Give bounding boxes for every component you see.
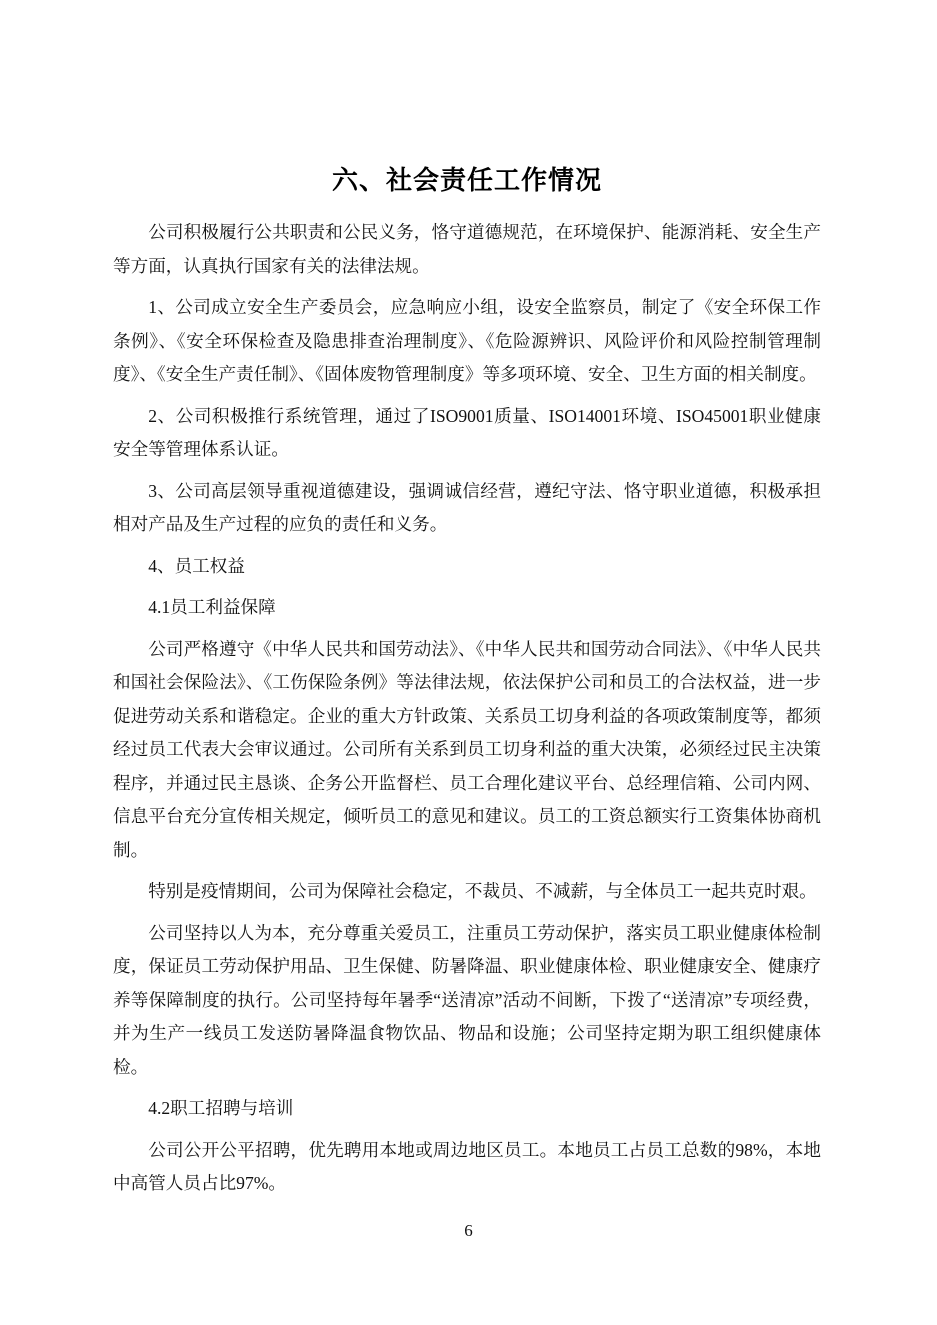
page-title: 六、社会责任工作情况 [331, 165, 602, 195]
paragraph-item-2: 2、公司积极推行系统管理，通过了ISO9001质量、ISO14001环境、ISO45001职业健康安全等管理体系认证。 [113, 405, 821, 459]
paragraph-labor-law: 公司严格遵守《中华人民共和国劳动法》、《中华人民共和国劳动合同法》、《中华人民共和国社会保险法》、《工伤保险条例》等法律法规，依法保护公司和员工的合法权益，进一步促进劳动关系和谐稳定。企业的重大方针政策、关系员工切身利益的各项政策制度等，都须经过员工代表大会审议通过。公司所有关系到员工切身利益的重大决策，必须经过民主决策程序，并通过民主恳谈、企务公开监督栏、员工合理化建议平台、总经理信箱、公司内网、信息平台充分宣传相关规定，倾听员工的意见和建议。员工的工资总额实行工资集体协商机制。 [113, 638, 821, 860]
heading-item-4: 4、员工权益 [148, 555, 245, 576]
paragraph-item-1: 1、公司成立安全生产委员会，应急响应小组，设安全监察员，制定了《安全环保工作条例》、《安全环保检查及隐患排查治理制度》、《危险源辨识、风险评价和风险控制管理制度》、《安全生产责任制》、《固体废物管理制度》等多项环境、安全、卫生方面的相关制度。 [113, 297, 821, 384]
paragraph-recruitment: 公司公开公平招聘，优先聘用本地或周边地区员工。本地员工占员工总数的98%，本地中高管人员占比97%。 [113, 1139, 821, 1193]
paragraph-intro: 公司积极履行公共职责和公民义务，恪守道德规范，在环境保护、能源消耗、安全生产等方面，认真执行国家有关的法律法规。 [113, 222, 821, 276]
heading-section-4-2: 4.2职工招聘与培训 [148, 1098, 294, 1118]
paragraph-employee-care: 公司坚持以人为本，充分尊重关爱员工，注重员工劳动保护，落实员工职业健康体检制度，保证员工劳动保护用品、卫生保健、防暑降温、职业健康体检、职业健康安全、健康疗养等保障制度的执行。公司坚持每年暑季“送清凉”活动不间断，下拨了“送清凉”专项经费，并为生产一线员工发送防暑降温食物饮品、物品和设施；公司坚持定期为职工组织健康体检。 [113, 922, 821, 1077]
paragraph-pandemic: 特别是疫情期间，公司为保障社会稳定，不裁员、不减薪，与全体员工一起共克时艰。 [148, 881, 817, 901]
heading-section-4-1: 4.1员工利益保障 [148, 597, 276, 617]
page-number: 6 [464, 1221, 473, 1240]
paragraph-item-3: 3、公司高层领导重视道德建设，强调诚信经营，遵纪守法、恪守职业道德，积极承担相对产品及生产过程的应负的责任和义务。 [113, 480, 821, 534]
